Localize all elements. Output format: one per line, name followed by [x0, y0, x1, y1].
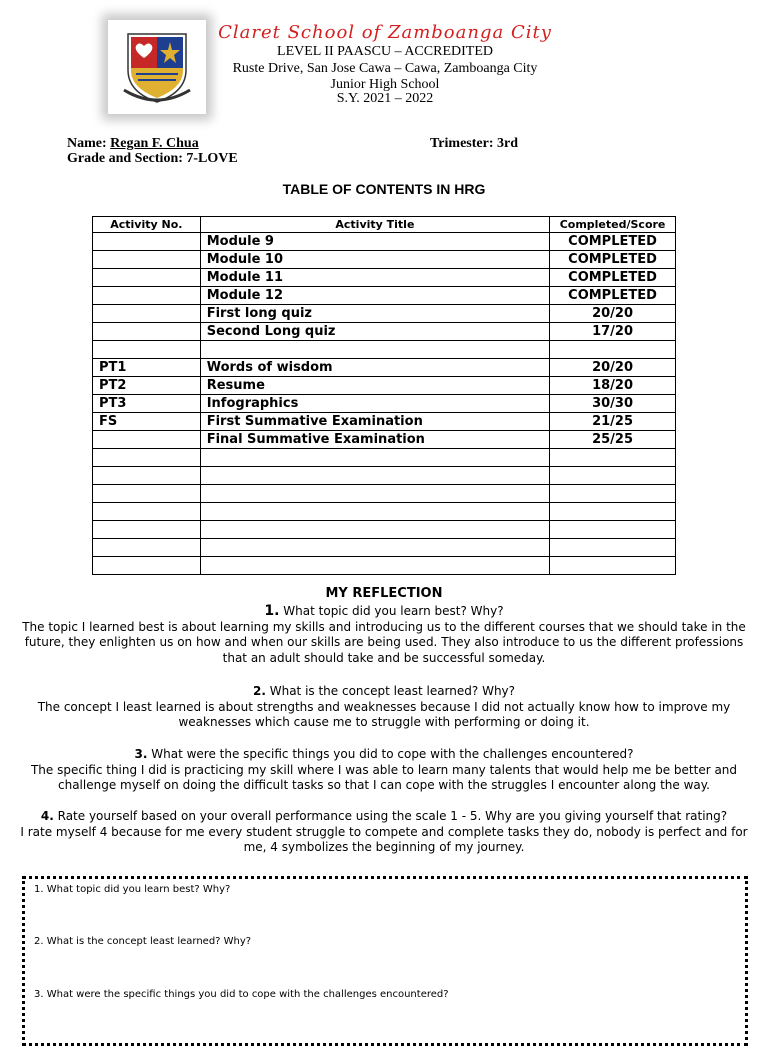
activity-no-cell: [93, 557, 201, 575]
table-row: [93, 287, 676, 305]
table-row: [93, 557, 676, 575]
col-activity-title: Activity Title: [200, 217, 549, 233]
activity-no-cell: PT3: [93, 395, 201, 413]
table-row: [93, 521, 676, 539]
reflection-item-3: [20, 747, 748, 794]
activity-title-cell: Module 9: [200, 233, 549, 251]
table-row: [93, 431, 676, 449]
reflection-answer: I rate myself 4 because for me every student struggle to compete and complete tasks they do, nobody is perfect and for me, 4 symbolizes the beginning of my journey.: [20, 824, 748, 854]
score-cell: COMPLETED: [550, 287, 676, 305]
activity-title-cell: [200, 341, 549, 359]
score-cell: 21/25: [550, 413, 676, 431]
score-cell: [550, 557, 676, 575]
box-question-2: 2. What is the concept least learned? Why?: [34, 936, 252, 947]
activity-title-cell: Module 10: [200, 251, 549, 269]
activity-no-cell: [93, 251, 201, 269]
toc-title: TABLE OF CONTENTS IN HRG: [282, 181, 486, 197]
question-number: 1.: [264, 603, 280, 619]
reflection-answer: The specific thing I did is practicing my skill where I was able to learn many talents that would help me be better and challenge myself on doing the difficult tasks so that I can cope with the struggles I encounter along the way.: [30, 762, 738, 792]
activity-no-cell: PT2: [93, 377, 201, 395]
activity-title-cell: First Summative Examination: [200, 413, 549, 431]
table-row: [93, 467, 676, 485]
reflection-answer: The topic I learned best is about learning my skills and introducing us to the different courses that we should take in the future, they enlighten us on how and when our skills are being used. They also introduce to us the different professions that an adult should take and be successful someday.: [22, 619, 746, 665]
activity-title-cell: Second Long quiz: [200, 323, 549, 341]
school-year: S.Y. 2021 – 2022: [336, 91, 434, 106]
reflection-question: [20, 604, 748, 620]
col-score: Completed/Score: [550, 217, 676, 233]
activity-no-cell: [93, 323, 201, 341]
score-cell: 25/25: [550, 431, 676, 449]
table-row: [93, 503, 676, 521]
table-row: [93, 305, 676, 323]
activity-title-cell: [200, 521, 549, 539]
score-cell: [550, 521, 676, 539]
activity-title-cell: Words of wisdom: [200, 359, 549, 377]
table-row: [93, 413, 676, 431]
score-cell: [550, 341, 676, 359]
score-cell: [550, 503, 676, 521]
reflection-question: [20, 809, 748, 825]
trimester-label: Trimester:: [430, 136, 494, 151]
reflection-question: [20, 747, 748, 763]
activity-title-cell: [200, 557, 549, 575]
box-question-1: 1. What topic did you learn best? Why?: [34, 884, 231, 895]
school-name: Claret School of Zamboanga City: [218, 22, 552, 43]
activity-title-cell: First long quiz: [200, 305, 549, 323]
question-number: 2.: [252, 684, 266, 698]
reflection-question: [20, 684, 748, 700]
activity-no-cell: [93, 521, 201, 539]
score-cell: 18/20: [550, 377, 676, 395]
trimester: [430, 136, 518, 152]
score-cell: 17/20: [550, 323, 676, 341]
score-cell: COMPLETED: [550, 233, 676, 251]
name-label: Name:: [67, 136, 107, 151]
activity-title-cell: Module 12: [200, 287, 549, 305]
activity-title-cell: [200, 467, 549, 485]
trimester-value: 3rd: [496, 136, 518, 151]
table-row: [93, 251, 676, 269]
activity-no-cell: PT1: [93, 359, 201, 377]
question-text: Rate yourself based on your overall performance using the scale 1 - 5. Why are you giving yourself that rating?: [57, 809, 728, 823]
activity-title-cell: Module 11: [200, 269, 549, 287]
activity-title-cell: [200, 503, 549, 521]
activity-no-cell: [93, 431, 201, 449]
activity-title-cell: Final Summative Examination: [200, 431, 549, 449]
table-row: [93, 359, 676, 377]
activity-title-cell: Infographics: [200, 395, 549, 413]
department: Junior High School: [330, 77, 440, 92]
box-question-3: 3. What were the specific things you did to cope with the challenges encountered?: [34, 989, 449, 1000]
grade-value: 7-LOVE: [186, 151, 238, 166]
table-row: [93, 323, 676, 341]
score-cell: 20/20: [550, 359, 676, 377]
col-activity-no: Activity No.: [93, 217, 201, 233]
question-text: What were the specific things you did to cope with the challenges encountered?: [151, 747, 634, 761]
question-text: What is the concept least learned? Why?: [269, 684, 516, 698]
activity-no-cell: [93, 341, 201, 359]
activity-no-cell: [93, 449, 201, 467]
table-row: [93, 269, 676, 287]
score-cell: [550, 539, 676, 557]
score-cell: COMPLETED: [550, 269, 676, 287]
score-cell: [550, 449, 676, 467]
table-row: [93, 539, 676, 557]
question-number: 3.: [134, 747, 148, 761]
activity-no-cell: [93, 233, 201, 251]
activity-no-cell: [93, 503, 201, 521]
activity-no-cell: [93, 539, 201, 557]
table-row: [93, 233, 676, 251]
question-number: 4.: [40, 809, 54, 823]
questions-box: [22, 876, 748, 1046]
address: Ruste Drive, San Jose Cawa – Cawa, Zamboanga City: [232, 61, 538, 76]
score-cell: COMPLETED: [550, 251, 676, 269]
reflection-item-2: [20, 684, 748, 731]
activity-no-cell: [93, 485, 201, 503]
grade-section: [67, 151, 238, 167]
table-row: [93, 341, 676, 359]
reflection-item-4: [20, 809, 748, 856]
reflection-answer: The concept I least learned is about strengths and weaknesses because I did not actually know how to improve my weaknesses which cause me to struggle with performing or doing it.: [37, 699, 731, 729]
score-cell: 30/30: [550, 395, 676, 413]
activity-title-cell: [200, 449, 549, 467]
activity-title-cell: Resume: [200, 377, 549, 395]
activity-no-cell: [93, 467, 201, 485]
table-row: [93, 485, 676, 503]
reflection-title: MY REFLECTION: [325, 586, 443, 601]
score-cell: [550, 467, 676, 485]
activity-title-cell: [200, 485, 549, 503]
activity-no-cell: [93, 269, 201, 287]
student-name: [67, 136, 199, 152]
reflection-item-1: [20, 604, 748, 666]
activity-no-cell: FS: [93, 413, 201, 431]
toc-header-row: [93, 217, 676, 233]
activity-no-cell: [93, 287, 201, 305]
score-cell: [550, 485, 676, 503]
score-cell: 20/20: [550, 305, 676, 323]
name-value: Regan F. Chua: [110, 136, 199, 151]
activity-title-cell: [200, 539, 549, 557]
activity-no-cell: [93, 305, 201, 323]
question-text: What topic did you learn best? Why?: [283, 604, 504, 618]
table-row: [93, 377, 676, 395]
toc-table: [92, 216, 676, 575]
grade-label: Grade and Section:: [67, 151, 183, 166]
table-row: [93, 449, 676, 467]
accreditation: LEVEL II PAASCU – ACCREDITED: [277, 44, 493, 59]
table-row: [93, 395, 676, 413]
